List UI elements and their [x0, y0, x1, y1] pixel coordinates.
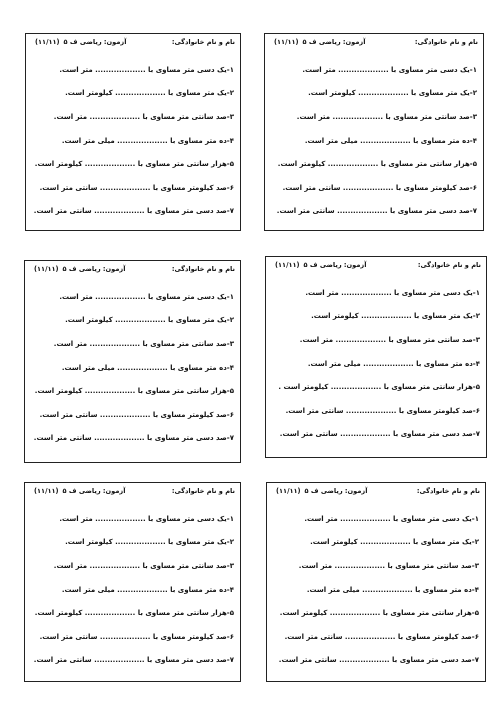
quiz-card: [265, 256, 487, 458]
question: ۵-هزار سانتی متر مساوی با ................... کیلومتر است.: [277, 160, 477, 168]
test-label-group: [272, 487, 367, 495]
test-label-group: [31, 38, 126, 46]
card-header: [31, 38, 235, 50]
test-label: آزمون: ریاضی ف ۵: [304, 487, 368, 495]
name-label: نام و نام خانوادگی:: [171, 487, 235, 495]
question: ۵-هزار سانتی متر مساوی با ................... کیلومتر است.: [279, 609, 479, 617]
name-label: نام و نام خانوادگی:: [416, 487, 480, 495]
question: ۶-صد کیلومتر مساوی با ................... سانتی متر است.: [39, 633, 234, 641]
test-date: (۱۱/۱۱): [276, 487, 301, 495]
quiz-card: [266, 482, 486, 682]
test-date: (۱۱/۱۱): [34, 265, 59, 273]
test-label: آزمون: ریاضی ف ۵: [302, 38, 366, 46]
question: ۴-ده متر مساوی با ................... میلی متر است.: [307, 360, 480, 368]
question: ۷-صد دسی متر مساوی با ................... سانتی متر است.: [33, 207, 234, 215]
test-date: (۱۱/۱۱): [275, 261, 300, 269]
card-header: [30, 265, 235, 277]
question: ۴-ده متر مساوی با ................... میلی متر است.: [306, 586, 479, 594]
question: ۷-صد دسی متر مساوی با ................... سانتی متر است.: [276, 207, 477, 215]
question: ۶-صد کیلومتر مساوی با ................... سانتی متر است.: [285, 407, 480, 415]
question: ۷-صد دسی متر مساوی با ................... سانتی متر است.: [33, 656, 234, 664]
question: ۴-ده متر مساوی با ................... میلی متر است.: [61, 586, 234, 594]
question: ۳-صد سانتی متر مساوی با ................... متر است.: [298, 562, 479, 570]
test-label: آزمون: ریاضی ف ۵: [303, 261, 367, 269]
question: ۳-صد سانتی متر مساوی با ................... متر است.: [53, 340, 234, 348]
test-date: (۱۱/۱۱): [34, 487, 59, 495]
question: ۲-یک متر مساوی با ................... کیلومتر است.: [65, 89, 234, 97]
question: ۲-یک متر مساوی با ................... کیلومتر است.: [308, 89, 477, 97]
name-label: نام و نام خانوادگی:: [171, 38, 235, 46]
question: ۴-ده متر مساوی با ................... میلی متر است.: [304, 137, 477, 145]
test-label: آزمون: ریاضی ف ۵: [63, 38, 127, 46]
name-label: نام و نام خانوادگی:: [171, 265, 235, 273]
question: ۲-یک متر مساوی با ................... کیلومتر است.: [311, 312, 480, 320]
name-label: نام و نام خانوادگی:: [417, 261, 481, 269]
quiz-card: [25, 33, 241, 231]
test-label-group: [270, 38, 365, 46]
test-date: (۱۱/۱۱): [35, 38, 60, 46]
question: ۲-یک متر مساوی با ................... کیلومتر است.: [65, 316, 234, 324]
question: ۱-یک دسی متر مساوی با ................... متر است.: [302, 66, 477, 74]
card-header: [271, 261, 481, 273]
quiz-card: [24, 260, 241, 463]
question: ۳-صد سانتی متر مساوی با ................... متر است.: [53, 113, 234, 121]
question: ۵-هزار سانتی متر مساوی با ................... کیلومتر است.: [34, 609, 234, 617]
question: ۴-ده متر مساوی با ................... میلی متر است.: [61, 137, 234, 145]
question: ۳-صد سانتی متر مساوی با ................... متر است.: [299, 336, 480, 344]
test-date: (۱۱/۱۱): [274, 38, 299, 46]
quiz-card: [24, 482, 241, 682]
question: ۱-یک دسی متر مساوی با ................... متر است.: [59, 293, 234, 301]
test-label: آزمون: ریاضی ف ۵: [62, 487, 126, 495]
test-label-group: [30, 487, 125, 495]
question: ۳-صد سانتی متر مساوی با ................... متر است.: [53, 562, 234, 570]
question: ۶-صد کیلومتر مساوی با ................... سانتی متر است.: [282, 184, 477, 192]
card-header: [30, 487, 235, 499]
question: ۵-هزار سانتی متر مساوی با ................... کیلومتر است .: [278, 383, 480, 391]
question: ۲-یک متر مساوی با ................... کیلومتر است.: [310, 538, 479, 546]
question: ۷-صد دسی متر مساوی با ................... سانتی متر است.: [278, 656, 479, 664]
test-label: آزمون: ریاضی ف ۵: [62, 265, 126, 273]
name-label: نام و نام خانوادگی:: [414, 38, 478, 46]
card-header: [270, 38, 478, 50]
question: ۱-یک دسی متر مساوی با ................... متر است.: [305, 289, 480, 297]
question: ۱-یک دسی متر مساوی با ................... متر است.: [304, 515, 479, 523]
question: ۴-ده متر مساوی با ................... میلی متر است.: [61, 364, 234, 372]
question: ۲-یک متر مساوی با ................... کیلومتر است.: [65, 538, 234, 546]
question: ۱-یک دسی متر مساوی با ................... متر است.: [59, 515, 234, 523]
question: ۱-یک دسی متر مساوی با ................... متر است.: [59, 66, 234, 74]
question: ۶-صد کیلومتر مساوی با ................... سانتی متر است.: [39, 411, 234, 419]
quiz-card: [264, 33, 484, 231]
question: ۳-صد سانتی متر مساوی با ................... متر است.: [296, 113, 477, 121]
question: ۷-صد دسی متر مساوی با ................... سانتی متر است.: [279, 430, 480, 438]
question: ۵-هزار سانتی متر مساوی با ................... کیلومتر است.: [34, 387, 234, 395]
card-header: [272, 487, 480, 499]
test-label-group: [30, 265, 125, 273]
question: ۶-صد کیلومتر مساوی با ................... سانتی متر است.: [284, 633, 479, 641]
question: ۶-صد کیلومتر مساوی با ................... سانتی متر است.: [39, 184, 234, 192]
question: ۵-هزار سانتی متر مساوی با ................... کیلومتر است.: [34, 160, 234, 168]
question: ۷-صد دسی متر مساوی با ................... سانتی متر است.: [33, 434, 234, 442]
test-label-group: [271, 261, 366, 269]
